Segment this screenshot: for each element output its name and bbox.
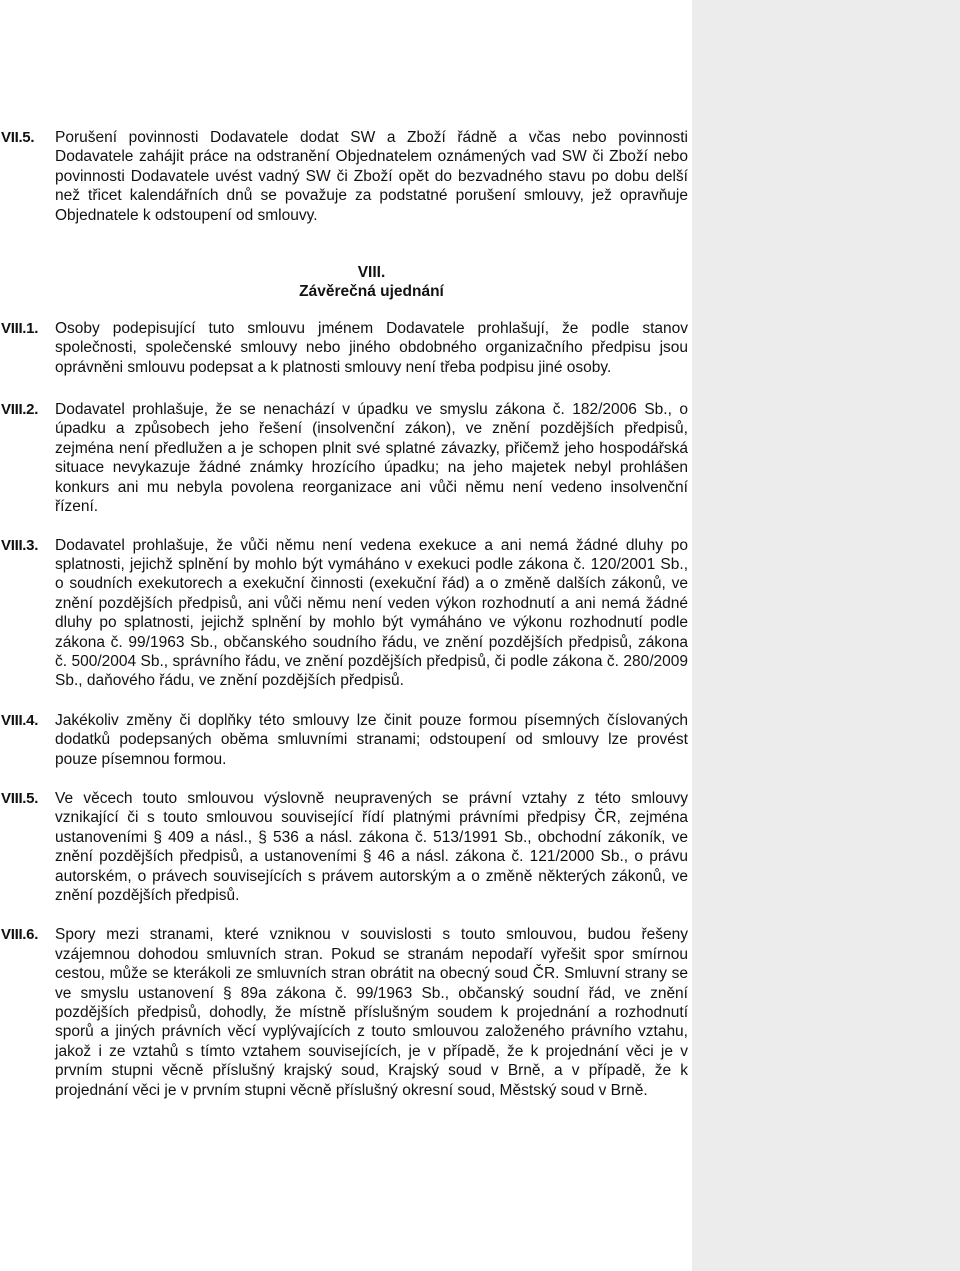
clause-number: VIII.6. [1,926,39,944]
document-page [0,118,688,1100]
clause-number: VIII.4. [1,711,39,729]
clause-text: Ve věcech touto smlouvou výslovně neupravených se právní vztahy z této smlouvy vznikající či s touto smlouvou související řídí platnými právními předpisy ČR, zejména ustanoveními § 409 a násl., § 536 a násl. zákona č. 513/1991 Sb., obchodní zákoník, ve znění pozdějších předpisů, a ustanoveními § 46 a násl. zákona č. 121/2000 Sb., o právu autorském, o právech souvisejících s právem autorským a o změně některých zákonů, ve znění pozdějších předpisů. [55,789,688,904]
comment-pane [692,0,960,1271]
clause-viii-6 [0,925,688,1100]
clause-text: Dodavatel prohlašuje, že vůči němu není vedena exekuce a ani nemá žádné dluhy po splatnosti, jejichž splnění by mohlo být vymáháno v exekuci podle zákona č. 120/2001 Sb., o soudních exekutorech a exekuční činnosti (exekuční řád) a o změně dalších zákonů, ve znění pozdějších předpisů, ani vůči němu není veden výkon rozhodnutí a ani nemá žádné dluhy po splatnosti, jejichž splnění by mohlo být vymáháno ve výkonu rozhodnutí podle zákona č. 99/1963 Sb., občanského soudního řádu, ve znění pozdějších předpisů, zákona č. 500/2004 Sb., správního řádu, ve znění pozdějších předpisů, či podle zákona č. 280/2009 Sb., daňového řádu, ve znění pozdějších předpisů. [55,536,688,690]
section-heading [0,263,688,302]
clause-text: Spory mezi stranami, které vzniknou v souvislosti s touto smlouvou, budou řešeny vzájemnou dohodou smluvních stran. Pokud se stranám nepodaří vyřešit spor smírnou cestou, může se kterákoli ze smluvních stran obrátit na obecný soud ČR. Smluvní strany se ve smyslu ustanovení § 89a zákona č. 99/1963 Sb., občanský soudní řád, ve znění pozdějších předpisů, dohodly, že místně příslušným soudem k projednání a rozhodnutí sporů a jiných právních věcí vyplývajících z touto smlouvou založeného právního vztahu, jakož i ze vztahů s tímto vztahem souvisejících, je v případě, že k projednání věci je v prvním stupni věcně příslušný krajský soud, Krajský soud v Brně, a v případě, že k projednání věci je v prvním stupni věcně příslušný okresní soud, Městský soud v Brně. [55,926,688,1099]
clause-number: VIII.1. [1,319,39,337]
clause-vii-5 [0,128,688,225]
section-title: Závěrečná ujednání [299,283,444,301]
section-number: VIII. [357,264,386,282]
clause-viii-1 [0,319,688,377]
clause-viii-2 [0,400,688,516]
clause-number: VIII.2. [1,401,39,419]
clause-viii-3 [0,536,688,691]
clause-text: Dodavatel prohlašuje, že se nenachází v úpadku ve smyslu zákona č. 182/2006 Sb., o úpadku a způsobech jeho řešení (insolvenční zákon), ve znění pozdějších předpisů, zejména není předlužen a je schopen plnit své splatné závazky, přičemž jeho hospodářská situace nevykazuje žádné známky hrozícího úpadku; na jeho majetek nebyl prohlášen konkurs ani mu nebyla povolena reorganizace ani vůči němu není vedeno insolvenční řízení. [55,401,688,516]
clause-viii-5 [0,789,688,905]
clause-viii-4 [0,711,688,769]
clause-text: Porušení povinnosti Dodavatele dodat SW a Zboží řádně a včas nebo povinnosti Dodavatele zahájit práce na odstranění Objednatelem oznámených vad SW či Zboží nebo povinnosti Dodavatele uvést vadný SW či Zboží opět do bezvadného stavu po dobu delší než třicet kalendářních dnů se považuje za podstatné porušení smlouvy, jež opravňuje Objednatele k odstoupení od smlouvy. [55,129,688,224]
clause-text: Osoby podepisující tuto smlouvu jménem Dodavatele prohlašují, že podle stanov společnosti, společenské smlouvy nebo jiného obdobného organizačního předpisu jsou oprávněni smlouvu podepsat a k platnosti smlouvy není třeba podpisu jiné osoby. [55,319,688,376]
clause-text: Jakékoliv změny či doplňky této smlouvy lze činit pouze formou písemných číslovaných dodatků podepsaných oběma smluvními stranami; odstoupení od smlouvy lze provést pouze písemnou formou. [55,711,688,768]
clause-number: VIII.3. [1,536,39,554]
clause-number: VII.5. [1,129,35,146]
clause-number: VIII.5. [1,789,39,807]
